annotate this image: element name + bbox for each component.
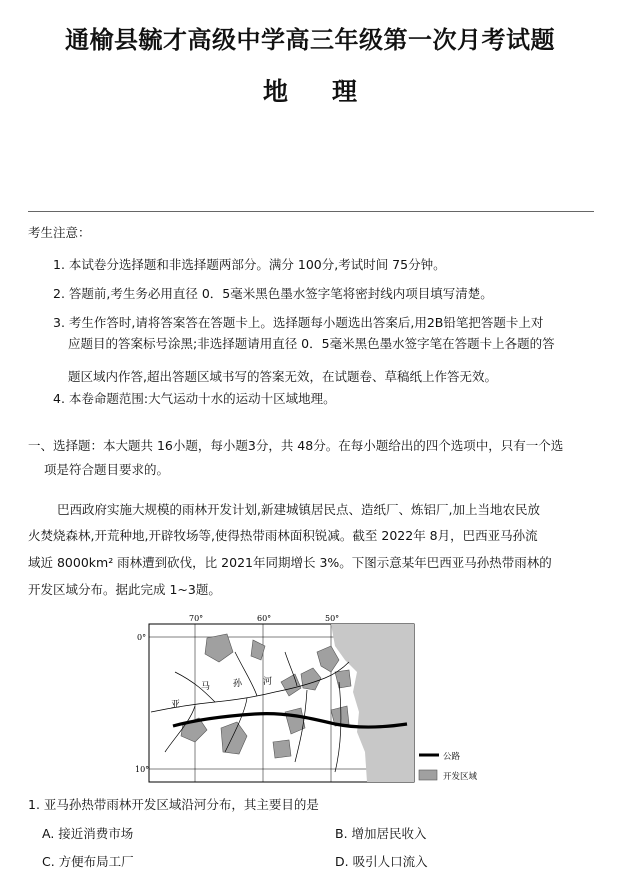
subject-title: 地理 [262,77,401,106]
notice-heading: 考生注意： [28,225,91,240]
option-a: A. 接近消费市场 [42,826,134,841]
passage-line-1: 巴西政府实施大规模的雨林开发计划,新建城镇居民点、造纸厂、炼铝厂,加上当地农民放 [57,502,540,517]
option-c: C. 方便布局工厂 [42,854,134,869]
notice-item-3-cont2: 题区域内作答,超出答题区域书写的答案无效，在试题卷、草稿纸上作答无效。 [68,369,497,384]
passage-line-2: 火焚烧森林,开荒种地,开辟牧场等,使得热带雨林面积锐减。截至 2022年 8月，巴西亚马孙流 [28,528,538,543]
notice-item-2: 2. 答题前,考生务必用直径 0．5毫米黑色墨水签字笔将密封线内项目填写清楚。 [53,286,493,301]
question-stem: 1. 亚马孙热带雨林开发区域沿河分布，其主要目的是 [28,797,319,812]
river-char: 马 [201,682,211,692]
lon-label-50: 50° [325,614,340,623]
dev-area [273,740,291,758]
lat-label-0: 0° [137,633,147,642]
legend-area-swatch [419,770,437,780]
lat-label-10: 10° [135,765,150,774]
notice-item-3-cont: 应题目的答案标号涂黑;非选择题请用直径 0．5毫米黑色墨水签字笔在答题卡上各题的答 [68,336,555,351]
divider [28,211,594,212]
option-d: D. 吸引人口流入 [335,854,428,869]
notice-item-4: 4. 本卷命题范围:大气运动十水的运动十区域地理。 [53,391,336,406]
river-char: 亚 [171,700,181,710]
notice-item-3: 3. 考生作答时,请将答案答在答题卡上。选择题每小题选出答案后,用2B铅笔把答题卡上对 [53,315,544,330]
river-char: 孙 [233,679,243,689]
exam-title: 通榆县毓才高级中学高三年级第一次月考试题 [65,26,555,54]
option-b: B. 增加居民收入 [335,826,427,841]
notice-item-1: 1. 本试卷分选择题和非选择题两部分。满分 100分,考试时间 75分钟。 [53,257,446,272]
section-heading-cont: 项是符合题目要求的。 [44,462,170,477]
lon-label-60: 60° [257,614,272,623]
passage-line-4: 开发区域分布。据此完成 1~3题。 [28,582,221,597]
legend-road-label: 公路 [443,752,461,762]
lon-label-70: 70° [189,614,204,623]
legend-area-label: 开发区域 [443,772,478,782]
section-heading: 一、选择题：本大题共 16小题，每小题3分，共 48分。在每小题给出的四个选项中，只有一个选 [28,438,564,453]
river-char: 河 [263,677,273,687]
amazon-development-map [135,612,485,789]
passage-line-3: 域近 8000km² 雨林遭到砍伐，比 2021年同期增长 3%。下图示意某年巴西亚马孙热带雨林的 [28,555,552,570]
